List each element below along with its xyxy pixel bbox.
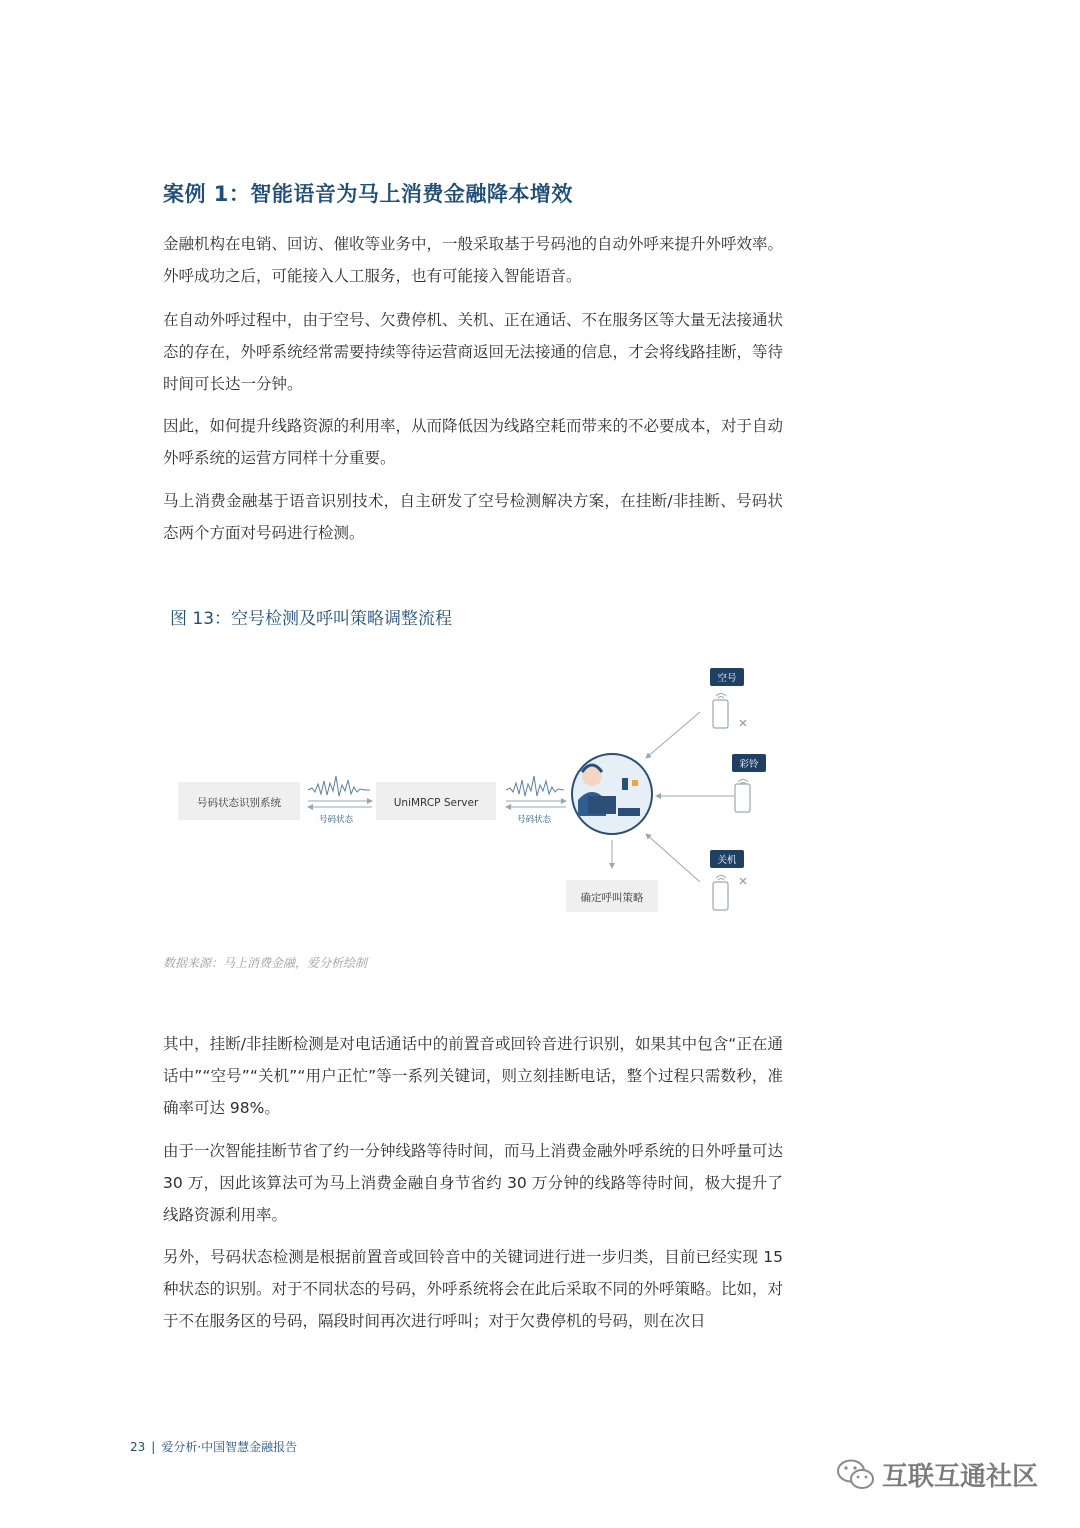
page-title: 案例 1：智能语音为马上消费金融降本增效 bbox=[163, 182, 573, 206]
data-source: 数据来源：马上消费金融，爱分析绘制 bbox=[163, 956, 368, 970]
watermark-text: 互联互通社区 bbox=[882, 1462, 1039, 1492]
recognition-box-label: 号码状态识别系统 bbox=[197, 797, 281, 809]
x-icon bbox=[740, 720, 746, 726]
strategy-box-label: 确定呼叫策略 bbox=[580, 892, 644, 904]
figure-number: 图 13： bbox=[170, 609, 232, 629]
tag-empty-label: 空号 bbox=[717, 673, 737, 684]
report-name: 爱分析·中国智慧金融报告 bbox=[161, 1440, 298, 1454]
paragraph-1: 金融机构在电销、回访、催收等业务中，一般采取基于号码池的自动外呼来提升外呼效率。外呼成功之后，可能接入人工服务，也有可能接入智能语音。 bbox=[163, 235, 784, 285]
status-label-2: 号码状态 bbox=[516, 815, 552, 825]
x-icon bbox=[740, 878, 746, 884]
figure-caption bbox=[170, 604, 452, 629]
footer-separator: | bbox=[151, 1440, 156, 1454]
paragraph-4: 马上消费金融基于语音识别技术，自主研发了空号检测解决方案，在挂断/非挂断、号码状态两个方面对号码进行检测。 bbox=[163, 492, 783, 542]
server-box-label: UniMRCP Server bbox=[393, 797, 479, 809]
page-footer bbox=[130, 1438, 297, 1455]
watermark bbox=[836, 1456, 1038, 1493]
signal-icon bbox=[716, 876, 726, 881]
tag-off-label: 关机 bbox=[717, 855, 737, 866]
phone-icon bbox=[713, 700, 728, 728]
arrow-from-empty bbox=[646, 712, 700, 758]
wechat-icon bbox=[836, 1458, 876, 1492]
phone-icon bbox=[713, 882, 728, 910]
phone-icon bbox=[735, 784, 750, 812]
arrow-from-off bbox=[646, 834, 700, 882]
agent-icon bbox=[572, 754, 652, 834]
waveform-1 bbox=[308, 776, 370, 796]
page-number: 23 bbox=[130, 1440, 146, 1454]
paragraph-3: 因此，如何提升线路资源的利用率，从而降低因为线路空耗而带来的不必要成本，对于自动外呼系统的运营方同样十分重要。 bbox=[163, 417, 784, 467]
paragraph-6: 由于一次智能挂断节省了约一分钟线路等待时间，而马上消费金融外呼系统的日外呼量可达 30 万，因此该算法可为马上消费金融自身节省约 30 万分钟的线路等待时间，极大提升了线路资源利用率。 bbox=[163, 1142, 784, 1224]
paragraph-2: 在自动外呼过程中，由于空号、欠费停机、关机、正在通话、不在服务区等大量无法接通状态的存在，外呼系统经常需要持续等待运营商返回无法接通的信息，才会将线路挂断，等待时间可长达一分钟。 bbox=[163, 311, 784, 393]
paragraph-5: 其中，挂断/非挂断检测是对电话通话中的前置音或回铃音进行识别，如果其中包含“正在通话中”“空号”“关机”“用户正忙”等一系列关键词，则立刻挂断电话，整个过程只需数秒，准确率可达 98%。 bbox=[163, 1035, 783, 1117]
tag-ringtone-label: 彩铃 bbox=[739, 759, 759, 770]
signal-icon bbox=[738, 780, 748, 785]
signal-icon bbox=[716, 694, 726, 699]
paragraph-7: 另外，号码状态检测是根据前置音或回铃音中的关键词进行进一步归类，目前已经实现 15 种状态的识别。对于不同状态的号码，外呼系统将会在此后采取不同的外呼策略。比如，对于不在服务区的号码，隔段时间再次进行呼叫；对于欠费停机的号码，则在次日 bbox=[163, 1248, 784, 1330]
figure-title: 空号检测及呼叫策略调整流程 bbox=[231, 609, 453, 629]
flow-diagram bbox=[160, 650, 800, 930]
waveform-2 bbox=[506, 776, 564, 796]
status-label-1: 号码状态 bbox=[318, 815, 354, 825]
